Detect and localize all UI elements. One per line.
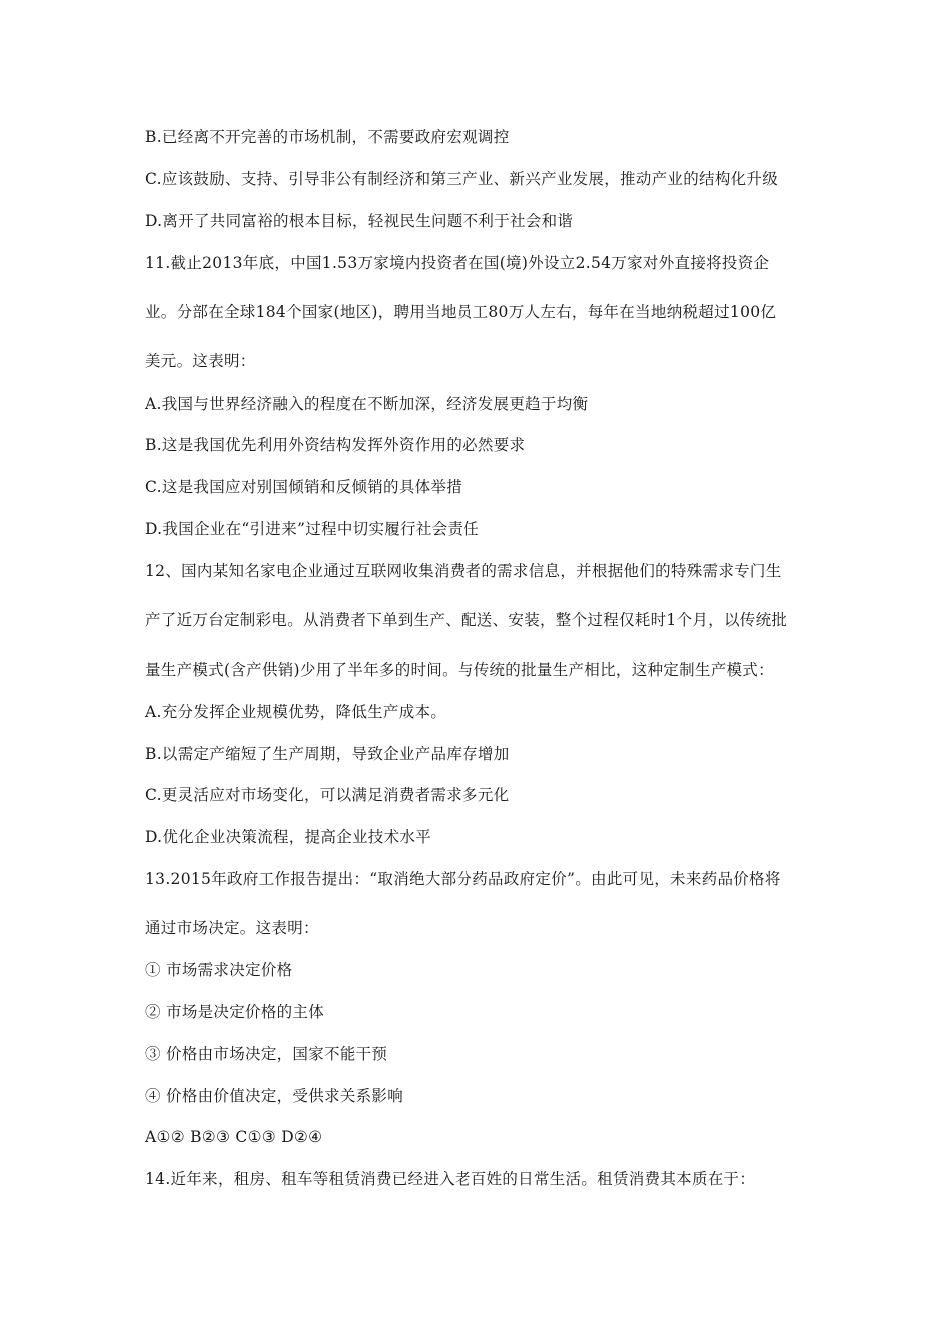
option-10c: C.应该鼓励、支持、引导非公有制经济和第三产业、新兴产业发展，推动产业的结构化升级 xyxy=(145,170,779,188)
question-12-line-3: 量生产模式(含产供销)少用了半年多的时间。与传统的批量生产相比，这种定制生产模式： xyxy=(145,661,774,679)
option-12d: D.优化企业决策流程，提高企业技术水平 xyxy=(145,828,432,846)
statement-13-4: ④ 价格由价值决定，受供求关系影响 xyxy=(145,1087,404,1105)
option-11b: B.这是我国优先利用外资结构发挥外资作用的必然要求 xyxy=(145,436,526,454)
option-11a: A.我国与世界经济融入的程度在不断加深，经济发展更趋于均衡 xyxy=(145,395,589,413)
option-12c: C.更灵活应对市场变化，可以满足消费者需求多元化 xyxy=(145,786,510,804)
question-13-line-1: 13.2015年政府工作报告提出：“取消绝大部分药品政府定价”。由此可见，未来药品价格将 xyxy=(145,870,781,888)
statement-13-3: ③ 价格由市场决定，国家不能干预 xyxy=(145,1045,388,1063)
question-13-line-2: 通过市场决定。这表明： xyxy=(145,919,319,937)
question-11-line-2: 业。分部在全球184个国家(地区)，聘用当地员工80万人左右，每年在当地纳税超过100亿 xyxy=(145,303,777,321)
option-11c: C.这是我国应对别国倾销和反倾销的具体举措 xyxy=(145,478,463,496)
option-10d: D.离开了共同富裕的根本目标，轻视民生问题不利于社会和谐 xyxy=(145,212,574,230)
question-14-line-1: 14.近年来，租房、租车等租赁消费已经进入老百姓的日常生活。租赁消费其本质在于： xyxy=(145,1170,756,1188)
question-11-line-1: 11.截止2013年底，中国1.53万家境内投资者在国(境)外设立2.54万家对外直接将投资企 xyxy=(145,254,770,272)
option-11d: D.我国企业在“引进来”过程中切实履行社会责任 xyxy=(145,520,480,538)
question-12-line-2: 产了近万台定制彩电。从消费者下单到生产、配送、安装，整个过程仅耗时1个月，以传统批 xyxy=(145,611,788,629)
question-11-line-3: 美元。这表明： xyxy=(145,352,256,370)
option-10b: B.已经离不开完善的市场机制，不需要政府宏观调控 xyxy=(145,128,510,146)
options-13: A①② B②③ C①③ D②④ xyxy=(145,1128,323,1146)
question-12-line-1: 12、国内某知名家电企业通过互联网收集消费者的需求信息，并根据他们的特殊需求专门生 xyxy=(145,562,782,580)
statement-13-1: ① 市场需求决定价格 xyxy=(145,961,293,979)
option-12b: B.以需定产缩短了生产周期，导致企业产品库存增加 xyxy=(145,745,510,763)
statement-13-2: ② 市场是决定价格的主体 xyxy=(145,1003,325,1021)
option-12a: A.充分发挥企业规模优势，降低生产成本。 xyxy=(145,703,447,721)
